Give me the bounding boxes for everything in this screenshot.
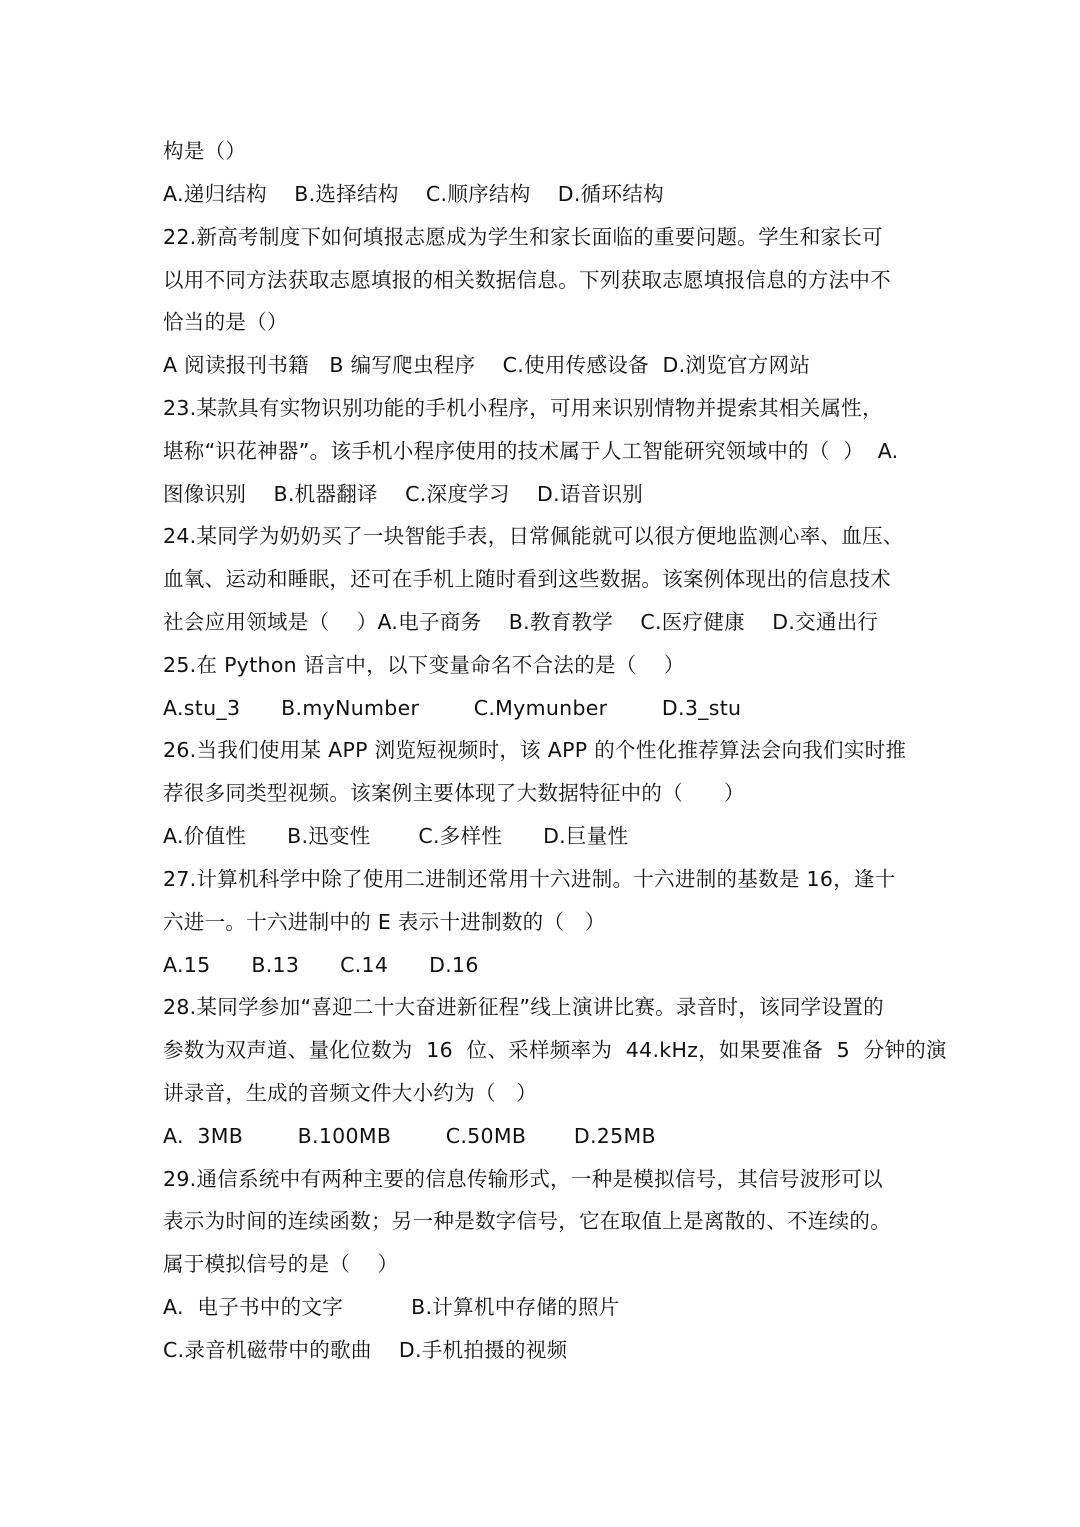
text-line: 26.当我们使用某 APP 浏览短视频时，该 APP 的个性化推荐算法会向我们实时推 [163, 738, 907, 762]
text-line: 六进一。十六进制中的 E 表示十进制数的（ ） [163, 910, 606, 934]
text-line: C.录音机磁带中的歌曲 D.手机拍摄的视频 [163, 1338, 568, 1362]
text-line: A.15 B.13 C.14 D.16 [163, 953, 479, 977]
text-line: A. 电子书中的文字 B.计算机中存储的照片 [163, 1295, 620, 1319]
text-line: 属于模拟信号的是（ ） [163, 1252, 399, 1276]
text-line: 构是（） [163, 139, 247, 163]
text-line: 22.新高考制度下如何填报志愿成为学生和家长面临的重要问题。学生和家长可 [163, 225, 883, 249]
text-line: 24.某同学为奶奶买了一块智能手表，日常佩能就可以很方便地监测心率、血压、 [163, 524, 904, 548]
text-line: A.stu_3 B.myNumber C.Mymunber D.3_stu [163, 696, 742, 720]
text-line: 荐很多同类型视频。该案例主要体现了大数据特征中的（ ） [163, 781, 745, 805]
text-line: A. 3MB B.100MB C.50MB D.25MB [163, 1124, 656, 1148]
text-line: 参数为双声道、量化位数为 16 位、采样频率为 44.kHz，如果要准备 5 分钟的演 [163, 1038, 947, 1062]
text-line: 恰当的是（） [163, 310, 288, 334]
text-line: A.递归结构 B.选择结构 C.顺序结构 D.循环结构 [163, 182, 664, 206]
text-line: 25.在 Python 语言中，以下变量命名不合法的是（ ） [163, 653, 685, 677]
text-line: 28.某同学参加“喜迎二十大奋进新征程”线上演讲比赛。录音时，该同学设置的 [163, 995, 884, 1019]
text-line: A 阅读报刊书籍 B 编写爬虫程序 C.使用传感设备 D.浏览官方网站 [163, 353, 811, 377]
text-line: 以用不同方法获取志愿填报的相关数据信息。下列获取志愿填报信息的方法中不 [163, 268, 891, 292]
text-line: 27.计算机科学中除了使用二进制还常用十六进制。十六进制的基数是 16，逢十 [163, 867, 896, 891]
text-line: 29.通信系统中有两种主要的信息传输形式，一种是模拟信号，其信号波形可以 [163, 1167, 883, 1191]
text-line: 堪称“识花神器”。该手机小程序使用的技术属于人工智能研究领域中的（ ） A. [163, 439, 899, 463]
text-line: 讲录音，生成的音频文件大小约为（ ） [163, 1081, 538, 1105]
text-line: 23.某款具有实物识别功能的手机小程序，可用来识别情物并提索其相关属性， [163, 396, 883, 420]
text-line: A.价值性 B.迅变性 C.多样性 D.巨量性 [163, 824, 629, 848]
text-line: 社会应用领域是（ ）A.电子商务 B.教育教学 C.医疗健康 D.交通出行 [163, 610, 879, 634]
text-line: 图像识别 B.机器翻译 C.深度学习 D.语音识别 [163, 482, 644, 506]
text-line: 血氧、运动和睡眠，还可在手机上随时看到这些数据。该案例体现出的信息技术 [163, 567, 891, 591]
text-line: 表示为时间的连续函数；另一种是数字信号，它在取值上是离散的、不连续的。 [163, 1209, 891, 1233]
